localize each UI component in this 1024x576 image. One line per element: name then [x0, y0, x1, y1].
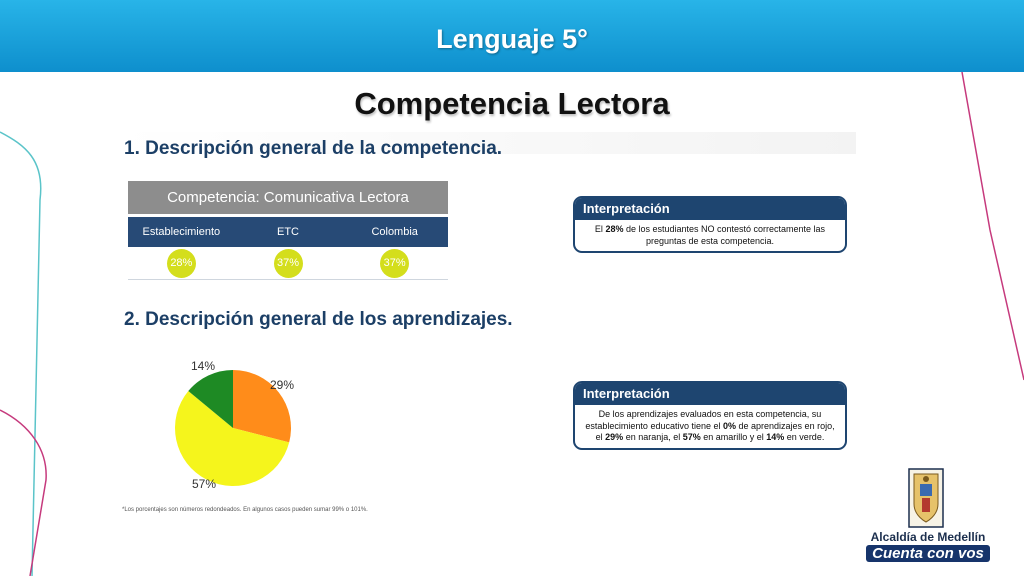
column-etc: ETC: [277, 226, 299, 238]
competence-table-columns: [128, 217, 448, 247]
section2-heading: 2. Descripción general de los aprendizajes.: [124, 309, 513, 330]
pie-label-yellow: 57%: [192, 477, 217, 491]
main-title: Competencia Lectora: [354, 86, 670, 121]
value-establecimiento: 28%: [167, 249, 196, 278]
logo-slogan: Cuenta con vos: [858, 545, 998, 562]
section1-heading: 1. Descripción general de la competencia.: [124, 138, 503, 159]
interpretation-title: Interpretación: [575, 383, 845, 405]
interpretation-box-2: [573, 381, 847, 450]
interpretation-box-1: [573, 196, 847, 253]
footnote: *Los porcentajes son números redondeados. En algunos casos pueden sumar 99% o 101%.: [122, 507, 368, 513]
logo-name: Alcaldía de Medellín: [870, 530, 986, 544]
pie-label-green: 14%: [191, 359, 216, 373]
interpretation-text: De los aprendizajes evaluados en esta competencia, su establecimiento educativo tiene el 0% de aprendizajes en rojo, el 29% en naranja, el 57% en amarillo y el 14% en verde.: [585, 409, 835, 443]
column-colombia: Colombia: [371, 226, 418, 238]
slide-title: Lenguaje 5°: [436, 24, 588, 54]
interpretation-title: Interpretación: [575, 198, 845, 220]
value-colombia: 37%: [380, 249, 409, 278]
pie-chart: [160, 350, 310, 500]
pie-label-orange: 29%: [270, 378, 295, 392]
deco-line-left-blue: [0, 132, 41, 576]
competence-table-values: [128, 247, 448, 280]
column-establecimiento: Establecimiento: [142, 226, 221, 238]
competence-table-title: Competencia: Comunicativa Lectora: [128, 181, 448, 214]
alcaldia-logo: [858, 466, 998, 576]
coat-of-arms-icon: [908, 468, 944, 528]
competence-table: [128, 181, 448, 280]
interpretation-text: El 28% de los estudiantes NO contestó correctamente las preguntas de esta competencia.: [594, 224, 826, 246]
deco-line-left-pink: [0, 410, 46, 576]
value-etc: 37%: [274, 249, 303, 278]
pie-chart-svg: [160, 350, 310, 500]
